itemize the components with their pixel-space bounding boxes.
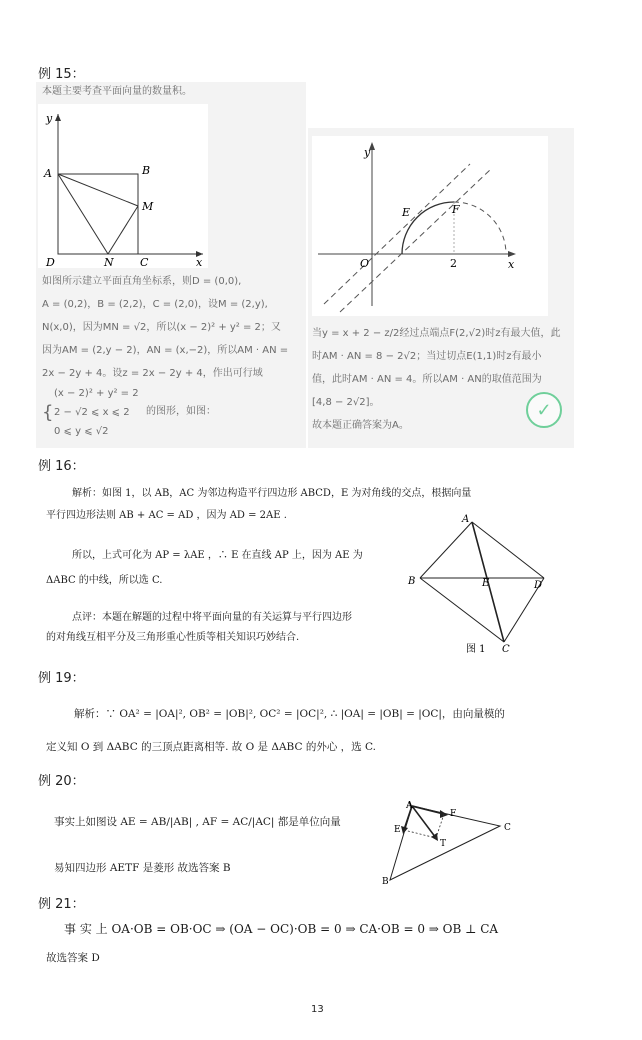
example-15-heading: 例 15：: [38, 67, 85, 82]
ex15-intro: 本题主要考查平面向量的数量积。: [42, 86, 192, 97]
origin-label: O: [360, 257, 370, 270]
figure-caption: 图 1: [466, 644, 486, 655]
ex19-line-1: 解析：∵ OA² = |OA|², OB² = |OB|², OC² = |OC|², ∴ |OA| = |OB| = |OC|，由向量模的: [74, 708, 505, 720]
point-label-E: E: [394, 825, 401, 835]
ex21-line-1: 事 实 上 OA·OB = OB·OC ⇒ (OA − OC)·OB = 0 ⇒ CA·OB = 0 ⇒ OB ⊥ CA: [64, 922, 499, 936]
axis-label-y: y: [364, 146, 371, 159]
ex15-left-line-5: 2x − 2y + 4。设z = 2x − 2y + 4，作出可行域: [42, 368, 263, 379]
ex15-right-line-1: 当y = x + 2 − z/2经过点端点F(2,√2)时z有最大值，此: [312, 328, 561, 339]
tick-label-2: 2: [450, 257, 457, 270]
point-label-B: B: [382, 877, 389, 887]
ex15-square-figure: [38, 104, 208, 268]
point-label-M: M: [142, 200, 154, 213]
ex21-line-2: 故选答案 D: [46, 952, 100, 964]
ex15-system-2: 2 − √2 ⩽ x ⩽ 2: [54, 407, 130, 418]
axis-label-x: x: [196, 256, 203, 268]
ex15-system-1: (x − 2)² + y² = 2: [54, 388, 139, 399]
example-16-heading: 例 16：: [38, 459, 85, 474]
ex15-right-line-4: [4,8 − 2√2]。: [312, 397, 380, 408]
point-label-A: A: [44, 167, 52, 180]
point-label-A: A: [462, 514, 470, 525]
ex19-line-2: 定义知 O 到 ΔABC 的三顶点距离相等. 故 O 是 ΔABC 的外心 ，选 C.: [46, 741, 376, 753]
ex15-region-figure: [312, 136, 548, 316]
point-label-B: B: [142, 164, 151, 177]
point-label-A: A: [406, 801, 413, 811]
point-label-D: D: [46, 256, 55, 268]
example-21-heading: 例 21：: [38, 897, 85, 912]
ex16-line-1: 解析：如图 1，以 AB，AC 为邻边构造平行四边形 ABCD，E 为对角线的交点，根据向量: [72, 488, 472, 499]
page-number: 13: [311, 1004, 324, 1015]
ex15-left-line-3: N(x,0)，因为MN = √2，所以(x − 2)² + y² = 2；又: [42, 322, 281, 333]
point-label-E: E: [482, 578, 490, 589]
ex20-line-1: 事实上如图设 AE = AB/|AB| , AF = AC/|AC| 都是单位向量: [54, 816, 341, 828]
ex16-line-5: 点评：本题在解题的过程中将平面向量的有关运算与平行四边形: [72, 612, 352, 623]
ex15-right-line-5: 故本题正确答案为A。: [312, 420, 409, 431]
checkmark-icon: ✓: [526, 392, 562, 428]
example-19-heading: 例 19：: [38, 671, 85, 686]
axis-label-y: y: [46, 112, 53, 125]
point-label-F: F: [452, 203, 460, 216]
point-label-D: D: [534, 580, 543, 591]
system-brace: {: [42, 402, 54, 423]
ex15-system-tail: 的图形，如图：: [146, 406, 216, 417]
ex15-right-line-2: 时AM · AN = 8 − 2√2；当过切点E(1,1)时z有最小: [312, 351, 542, 362]
point-label-C: C: [140, 256, 149, 268]
ex16-line-6: 的对角线互相平分及三角形重心性质等相关知识巧妙结合.: [46, 632, 300, 643]
ex16-line-3: 所以，上式可化为 AP = λAE ，∴ E 在直线 AP 上，因为 AE 为: [72, 550, 363, 561]
ex20-triangle-figure: [376, 798, 536, 888]
ex15-right-line-3: 值，此时AM · AN = 4。所以AM · AN的取值范围为: [312, 374, 542, 385]
example-20-heading: 例 20：: [38, 774, 85, 789]
point-label-N: N: [104, 256, 114, 268]
ex15-left-line-4: 因为AM = (2,y − 2)，AN = (x,−2)，所以AM · AN =: [42, 345, 289, 356]
ex16-line-4: ΔABC 的中线，所以选 C.: [46, 575, 163, 586]
point-label-C: C: [504, 823, 511, 833]
point-label-E: E: [402, 206, 411, 219]
ex16-parallelogram-figure: [404, 510, 574, 660]
point-label-F: F: [450, 809, 457, 819]
ex16-line-2: 平行四边形法则 AB + AC = AD ，因为 AD = 2AE .: [46, 510, 287, 521]
ex20-line-2: 易知四边形 AETF 是菱形 故选答案 B: [54, 862, 231, 874]
ex15-left-line-2: A = (0,2)，B = (2,2)，C = (2,0)，设M = (2,y),: [42, 299, 268, 310]
point-label-B: B: [408, 576, 416, 587]
point-label-T: T: [440, 839, 447, 849]
ex15-left-line-1: 如图所示建立平面直角坐标系，则D = (0,0),: [42, 276, 242, 287]
point-label-C: C: [502, 644, 510, 655]
ex15-system-3: 0 ⩽ y ⩽ √2: [54, 426, 109, 437]
axis-label-x: x: [508, 258, 515, 271]
